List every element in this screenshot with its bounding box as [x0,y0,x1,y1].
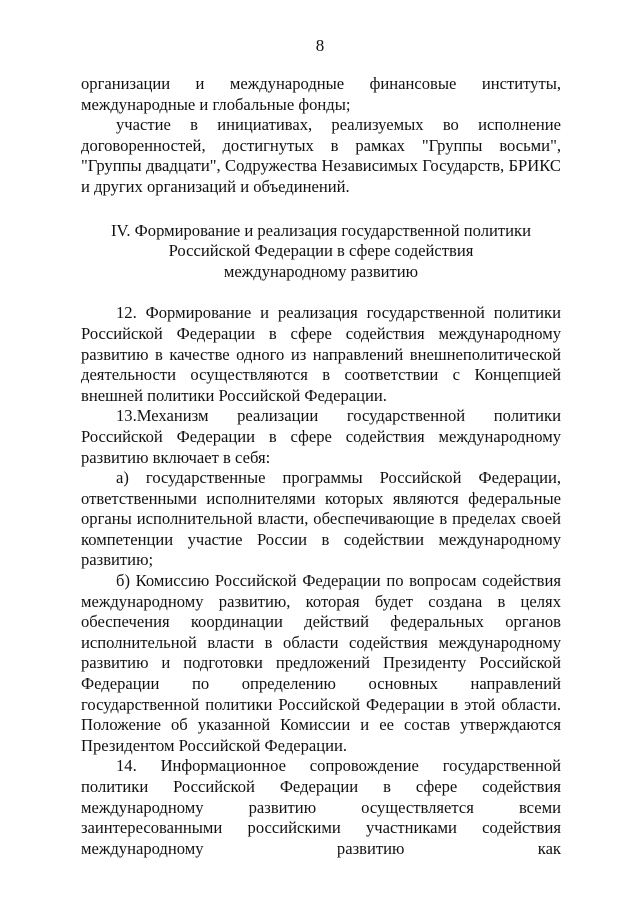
paragraph-13: 13.Механизм реализации государственной политики Российской Федерации в сфере содействия международному развитию включает в себя: [81,406,561,467]
section-heading-line: Российской Федерации в сфере содействия [168,241,474,261]
document-body [81,74,561,859]
paragraph-institutions: организации и международные финансовые институты, международные и глобальные фонды; [81,74,561,114]
paragraph-13-b: б) Комиссию Российской Федерации по вопросам содействия международному развитию, которая будет создана в целях обеспечения координации действий федеральных органов исполнительной власти в области содействия международному развитию и подготовки предложений Президенту Российской Федерации по определению основных направлений государственной политики Российской Федерации в этой области. Положение об указанной Комиссии и ее состав утверждаются Президентом Российской Федерации. [81,571,561,755]
paragraph-14: 14. Информационное сопровождение государственной политики Российской Федерации в сфере содействия международному развитию осуществляется всеми заинтересованными российскими участниками содействия международному развитию как [81,756,561,858]
section-heading-line: международному развитию [223,261,419,281]
page-number: 8 [315,36,325,55]
paragraph-initiatives: участие в инициативах, реализуемых во исполнение договоренностей, достигнутых в рамках "Группы восьми", "Группы двадцати", Содружества Независимых Государств, БРИКС и других организаций и объединений. [81,115,561,196]
paragraph-13-a: а) государственные программы Российской Федерации, ответственными исполнителями которых являются федеральные органы исполнительной власти, обеспечивающие в пределах своей компетенции участие России в содействии международному развитию; [81,468,561,570]
paragraph-12: 12. Формирование и реализация государственной политики Российской Федерации в сфере содействия международному развитию в качестве одного из направлений внешнеполитической деятельности осуществляются в соответствии с Концепцией внешней политики Российской Федерации. [81,303,561,405]
section-heading-line: IV. Формирование и реализация государственной политики [111,220,531,240]
section-heading [81,221,561,283]
